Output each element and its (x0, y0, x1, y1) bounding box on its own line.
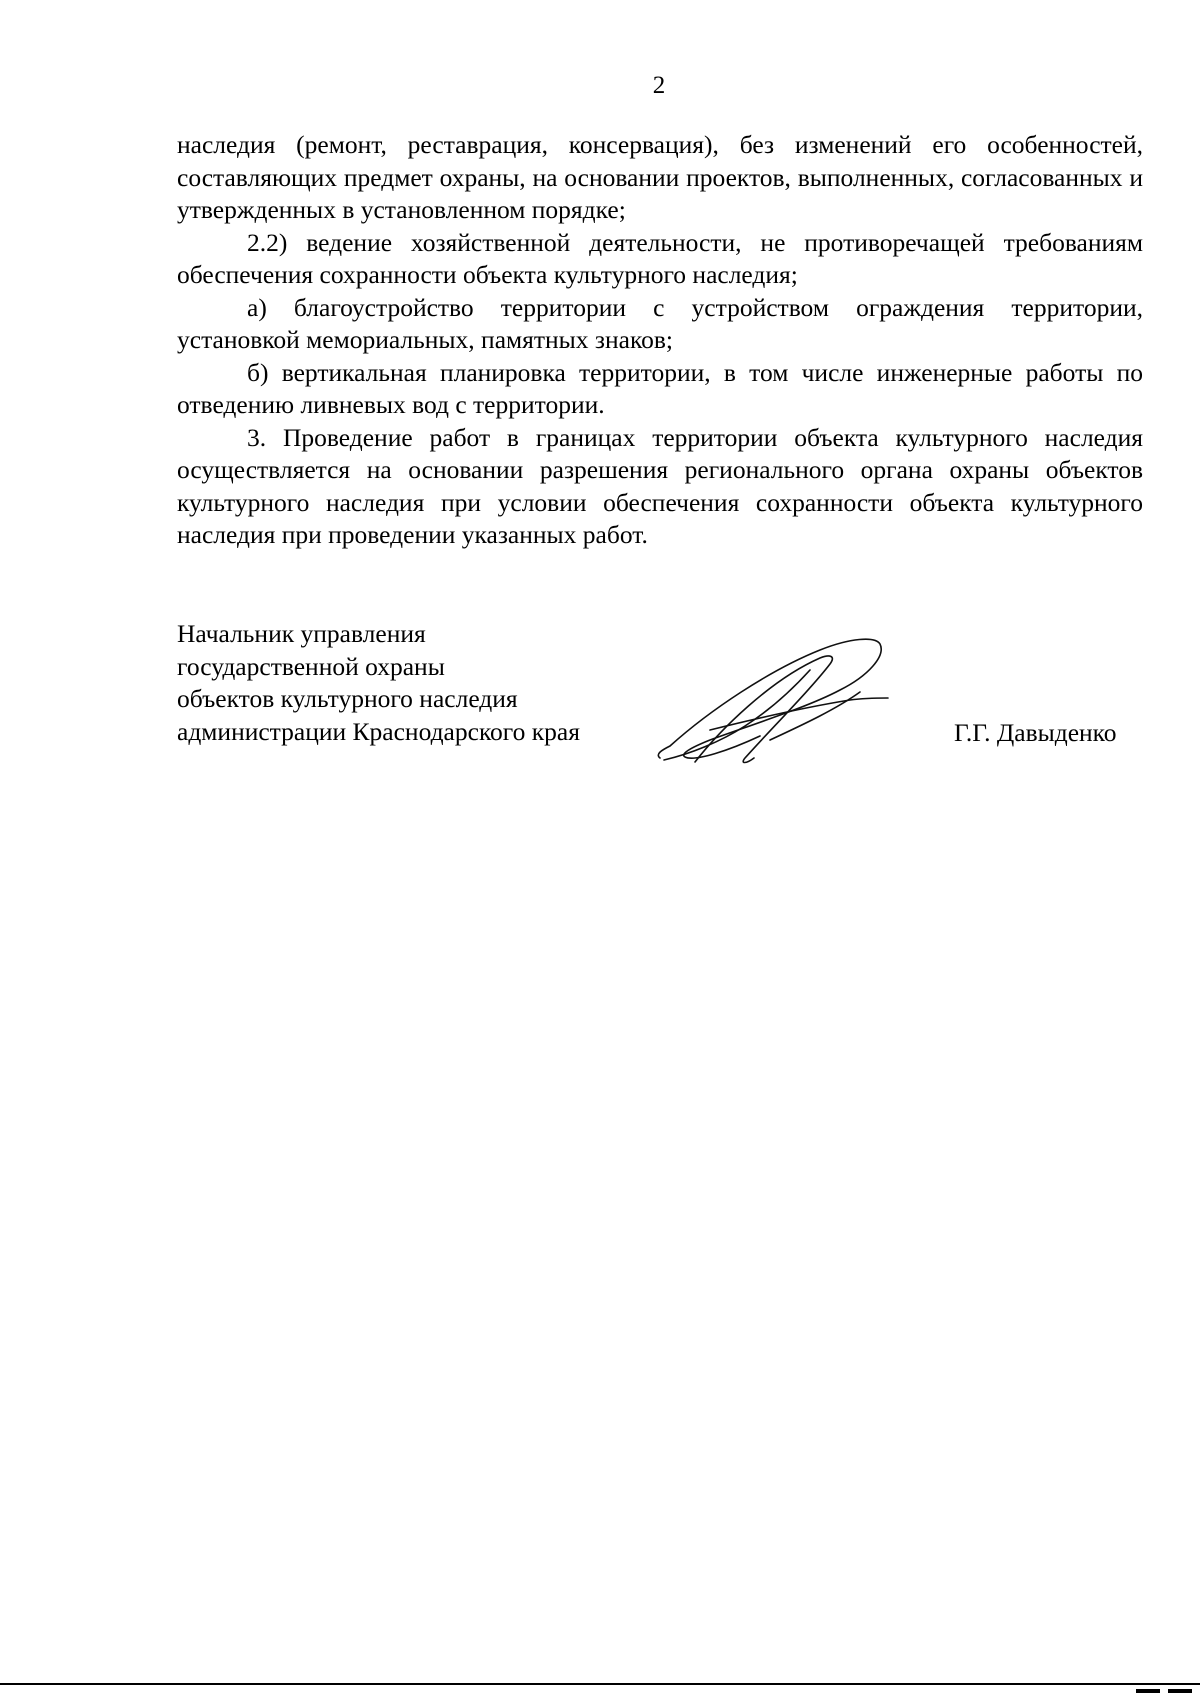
paragraph-item-a: а) благоустройство территории с устройством ограждения территории, установкой мемориальных, памятных знаков; (177, 292, 1143, 354)
signer-position-line: администрации Краснодарского края (177, 716, 580, 746)
handwritten-signature-icon (650, 630, 920, 770)
footer-divider (0, 1683, 1200, 1685)
signer-position (177, 618, 580, 748)
page-number: 2 (652, 72, 666, 99)
paragraph-item-b: б) вертикальная планировка территории, в том числе инженерные работы по отведению ливневых вод с территории. (177, 357, 1143, 419)
document-body (177, 129, 1143, 552)
signer-name: Г.Г. Давыденко (954, 718, 1117, 747)
paragraph-item-2-2: 2.2) ведение хозяйственной деятельности, не противоречащей требованиям обеспечения сохранности объекта культурного наследия; (177, 227, 1143, 289)
footer-dash-marks (1136, 1680, 1200, 1684)
signer-position-line: объектов культурного наследия (177, 684, 518, 713)
paragraph-item-3: 3. Проведение работ в границах территории объекта культурного наследия осуществляется на основании разрешения регионального органа охраны объектов культурного наследия при условии обеспечения сохранности объекта культурного наследия при проведении указанных работ. (177, 422, 1143, 549)
signer-position-line: государственной охраны (177, 651, 445, 681)
paragraph-continuation: наследия (ремонт, реставрация, консервация), без изменений его особенностей, составляющих предмет охраны, на основании проектов, выполненных, согласованных и утвержденных в установленном порядке; (177, 130, 1143, 224)
signer-position-line: Начальник управления (177, 619, 426, 648)
